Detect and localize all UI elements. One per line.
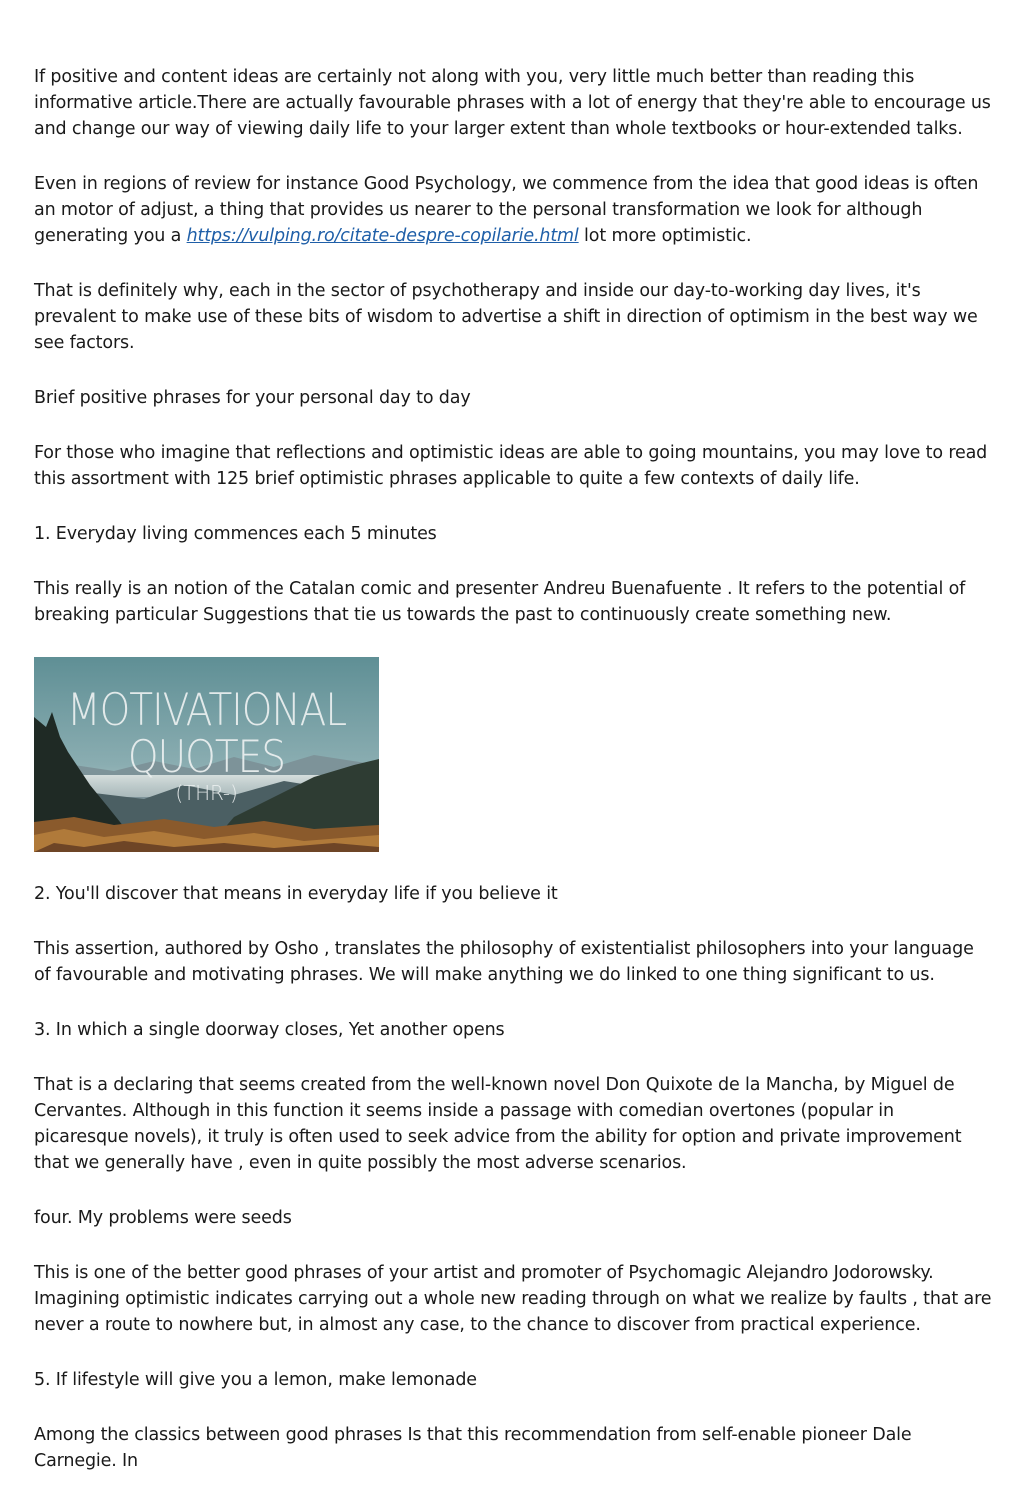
image-subtitle: (THR-) <box>175 781 238 805</box>
section-heading-brief-phrases: Brief positive phrases for your personal day to day <box>34 388 471 408</box>
citate-link[interactable]: https://vulping.ro/citate-despre-copilarie.html <box>186 226 579 246</box>
paragraph-quote-5: Among the classics between good phrases Is that this recommendation from self-enable pioneer Dale Carnegie. In <box>34 1425 912 1471</box>
paragraph-text: Even in regions of review for instance Good Psychology, we commence from the idea that good ideas is often an motor of adjust, a thing that provides us nearer to the personal transformation we look for although generating you a <box>34 174 979 246</box>
quote-heading-4: four. My problems were seeds <box>34 1208 292 1228</box>
paragraph-quote-4: This is one of the better good phrases of your artist and promoter of Psychomagic Alejandro Jodorowsky. Imagining optimistic indicates carrying out a whole new reading through on what we realize by faults , that are never a route to nowhere but, in almost any case, to the chance to discover from practical experience. <box>34 1263 992 1335</box>
quote-heading-1: 1. Everyday living commences each 5 minutes <box>34 524 437 544</box>
image-title-line: MOTIVATIONAL <box>66 684 347 737</box>
paragraph-quote-3: That is a declaring that seems created from the well-known novel Don Quixote de la Mancha, by Miguel de Cervantes. Although in this function it seems inside a passage with comedian overtones (popular in picaresque novels), it truly is often used to seek advice from the ability for option and private improvement that we generally have , even in quite possibly the most adverse scenarios. <box>34 1075 962 1173</box>
motivational-quotes-image <box>34 657 379 852</box>
paragraph-quote-2: This assertion, authored by Osho , translates the philosophy of existentialist philosophers into your language of favourable and motivating phrases. We will make anything we do linked to one thing significant to us. <box>34 939 974 985</box>
paragraph-psychotherapy: That is definitely why, each in the sector of psychotherapy and inside our day-to-working day lives, it's prevalent to make use of these bits of wisdom to advertise a shift in direction of optimism in the best way we see factors. <box>34 281 978 353</box>
paragraph-collection: For those who imagine that reflections and optimistic ideas are able to going mountains, you may love to read this assortment with 125 brief optimistic phrases applicable to quite a few contexts of daily life. <box>34 443 988 489</box>
image-caption-overlay <box>34 684 379 805</box>
paragraph-text: lot more optimistic. <box>578 226 752 246</box>
image-title-line: QUOTES <box>127 731 286 784</box>
quote-heading-5: 5. If lifestyle will give you a lemon, make lemonade <box>34 1370 477 1390</box>
quote-heading-2: 2. You'll discover that means in everyday life if you believe it <box>34 884 558 904</box>
quote-heading-3: 3. In which a single doorway closes, Yet another opens <box>34 1020 505 1040</box>
paragraph-quote-1: This really is an notion of the Catalan comic and presenter Andreu Buenafuente . It refers to the potential of breaking particular Suggestions that tie us towards the past to continuously create something new. <box>34 579 966 625</box>
article-body <box>34 64 992 1503</box>
paragraph-psychology <box>34 171 992 249</box>
paragraph-intro: If positive and content ideas are certainly not along with you, very little much better than reading this informative article.There are actually favourable phrases with a lot of energy that they're able to encourage us and change our way of viewing daily life to your larger extent than whole textbooks or hour-extended talks. <box>34 67 991 139</box>
